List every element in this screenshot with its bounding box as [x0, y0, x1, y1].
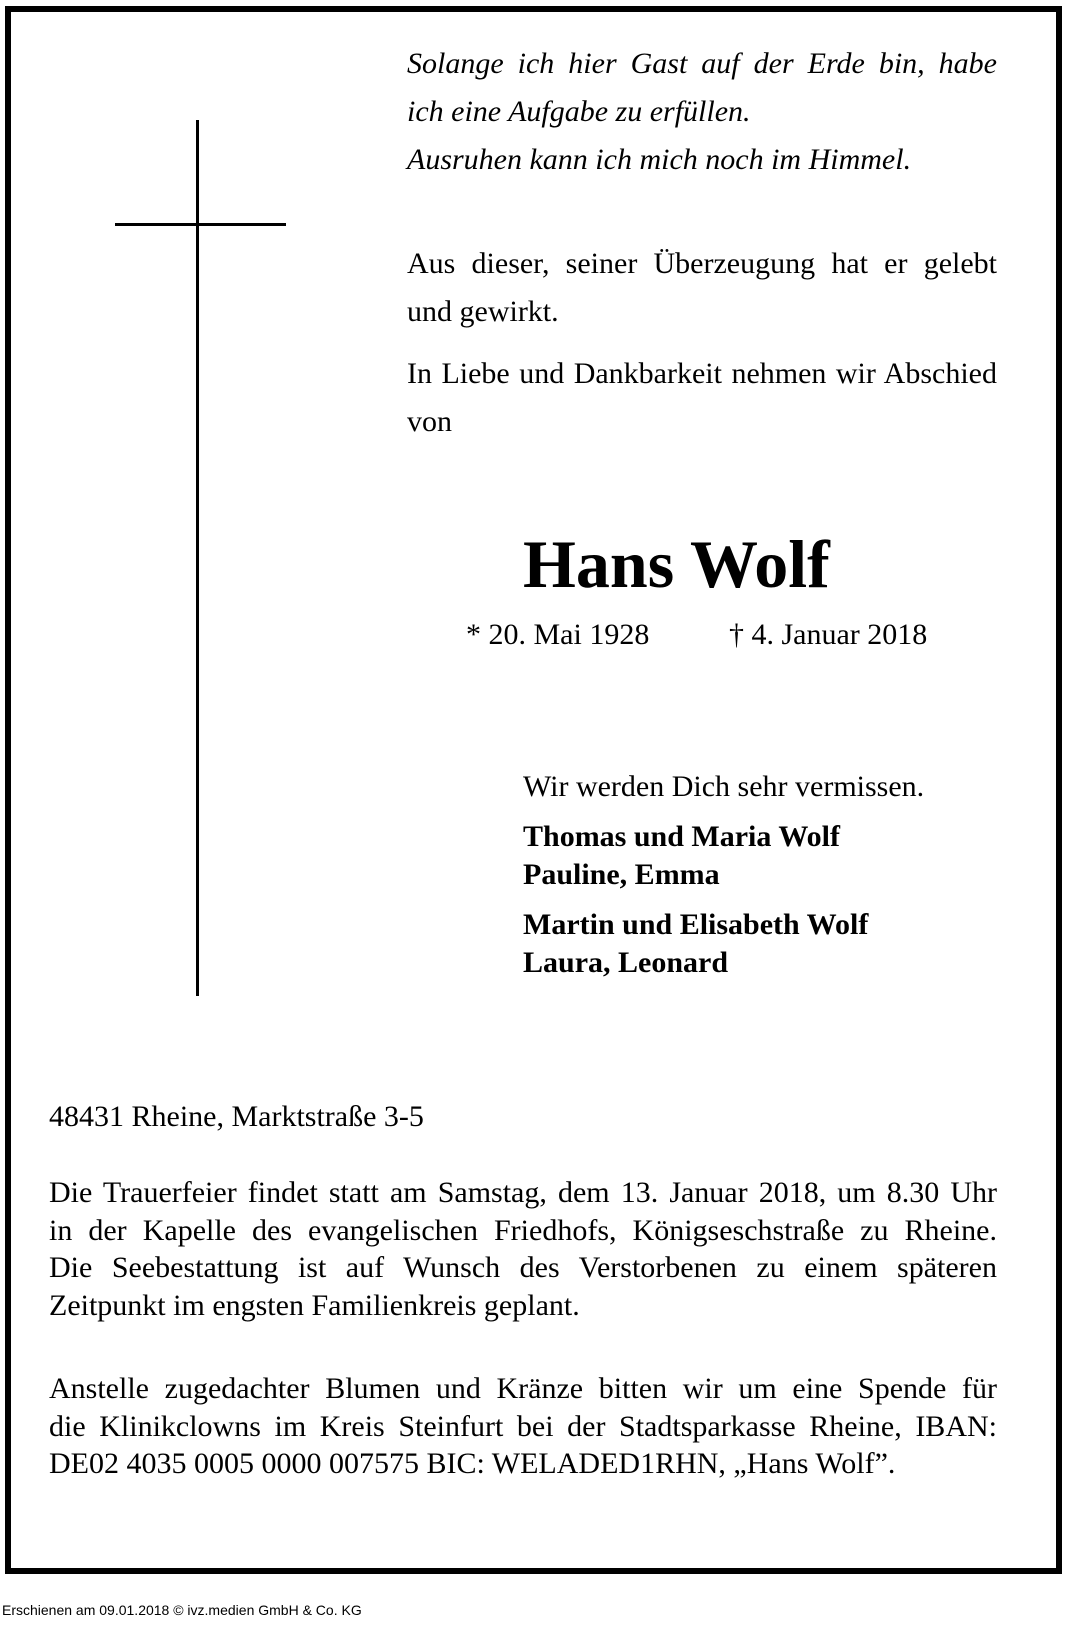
- birth-date: * 20. Mai 1928: [466, 618, 650, 651]
- farewell-line: von: [407, 405, 452, 438]
- quote-line: Solange ich hier Gast auf der Erde bin, habe: [407, 47, 997, 80]
- mourner-family: [523, 818, 840, 894]
- donation-line: DE02 4035 0005 0000 007575 BIC: WELADED1RHN, „Hans Wolf”.: [49, 1447, 896, 1480]
- cross-icon-vertical-bar: [196, 120, 199, 996]
- obituary-frame: [5, 6, 1062, 1574]
- ceremony-line: Zeitpunkt im engsten Familienkreis geplant.: [49, 1288, 580, 1322]
- mourner-family-parents: Martin und Elisabeth Wolf: [523, 908, 869, 941]
- death-date: † 4. Januar 2018: [729, 618, 928, 651]
- farewell-line: In Liebe und Dankbarkeit nehmen wir Abschied: [407, 357, 997, 390]
- quote-line: ich eine Aufgabe zu erfüllen.: [407, 95, 751, 128]
- conviction-paragraph: [407, 240, 997, 336]
- ceremony-line: Die Seebestattung ist auf Wunsch des Verstorbenen zu einem späteren: [49, 1251, 997, 1284]
- donation-paragraph: [49, 1370, 997, 1483]
- quote-line: Ausruhen kann ich mich noch im Himmel.: [407, 143, 912, 176]
- ceremony-line: Die Trauerfeier findet statt am Samstag, dem 13. Januar 2018, um 8.30 Uhr: [49, 1176, 997, 1209]
- quote-block: [407, 40, 997, 184]
- conviction-line: und gewirkt.: [407, 295, 559, 328]
- mourner-family-children: Pauline, Emma: [523, 858, 720, 891]
- donation-line: die Klinikclowns im Kreis Steinfurt bei der Stadtsparkasse Rheine, IBAN:: [49, 1409, 997, 1443]
- ceremony-line: in der Kapelle des evangelischen Friedhofs, Königseschstraße zu Rheine.: [49, 1213, 997, 1247]
- mourner-family: [523, 906, 868, 982]
- conviction-line: Aus dieser, seiner Überzeugung hat er gelebt: [407, 247, 997, 280]
- intro-block: [407, 240, 997, 446]
- publication-footer: Erschienen am 09.01.2018 © ivz.medien GmbH & Co. KG: [2, 1602, 362, 1618]
- deceased-name: Hans Wolf: [523, 526, 830, 602]
- ceremony-paragraph: [49, 1174, 997, 1324]
- mourner-family-parents: Thomas und Maria Wolf: [523, 820, 841, 853]
- mourner-family-children: Laura, Leonard: [523, 946, 729, 979]
- cross-icon-horizontal-bar: [115, 223, 286, 226]
- mourners-message: Wir werden Dich sehr vermissen.: [523, 770, 925, 803]
- farewell-paragraph: [407, 350, 997, 446]
- donation-line: Anstelle zugedachter Blumen und Kränze bitten wir um eine Spende für: [49, 1372, 997, 1405]
- family-address: 48431 Rheine, Marktstraße 3-5: [49, 1100, 424, 1133]
